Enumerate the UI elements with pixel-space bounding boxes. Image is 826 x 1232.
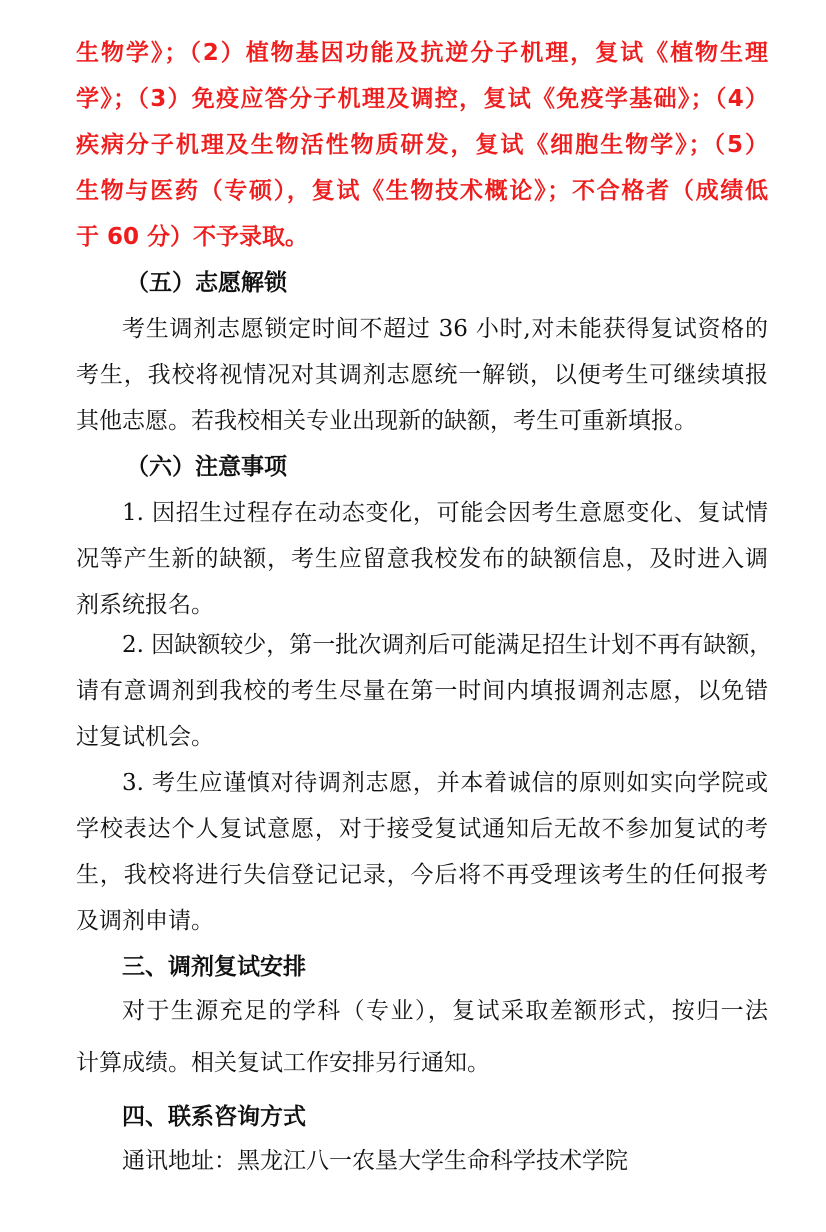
section-3-heading: 三、调剂复试安排 bbox=[122, 954, 306, 980]
red-paragraph-line-2: 学》；（3）免疫应答分子机理及调控，复试《免疫学基础》；（4） bbox=[76, 86, 768, 112]
red-paragraph-line-1: 生物学》；（2）植物基因功能及抗逆分子机理，复试《植物生理 bbox=[76, 40, 768, 66]
section-6-item-2-line-1: 2. 因缺额较少，第一批次调剂后可能满足招生计划不再有缺额， bbox=[122, 632, 773, 658]
section-6-item-3-line-4: 及调剂申请。 bbox=[76, 908, 214, 934]
section-6-item-3-line-3: 生，我校将进行失信登记记录，今后将不再受理该考生的任何报考 bbox=[76, 862, 768, 888]
section-6-item-1-line-1: 1. 因招生过程存在动态变化，可能会因考生意愿变化、复试情 bbox=[122, 500, 768, 526]
section-5-line-3: 其他志愿。若我校相关专业出现新的缺额，考生可重新填报。 bbox=[76, 408, 697, 434]
section-6-item-2-line-2: 请有意调剂到我校的考生尽量在第一时间内填报调剂志愿，以免错 bbox=[76, 678, 768, 704]
red-paragraph-line-3: 疾病分子机理及生物活性物质研发，复试《细胞生物学》；（5） bbox=[76, 132, 768, 158]
section-6-item-3-line-1: 3. 考生应谨慎对待调剂志愿，并本着诚信的原则如实向学院或 bbox=[122, 770, 768, 796]
red-paragraph-line-4: 生物与医药（专硕），复试《生物技术概论》；不合格者（成绩低 bbox=[76, 178, 768, 204]
section-5-line-1: 考生调剂志愿锁定时间不超过 36 小时,对未能获得复试资格的 bbox=[122, 316, 768, 342]
section-6-item-1-line-3: 剂系统报名。 bbox=[76, 592, 214, 618]
contact-address: 通讯地址：黑龙江八一农垦大学生命科学技术学院 bbox=[122, 1148, 628, 1174]
red-paragraph-line-5: 于 60 分）不予录取。 bbox=[76, 224, 309, 250]
section-6-item-2-line-3: 过复试机会。 bbox=[76, 724, 214, 750]
section-3-line-2: 计算成绩。相关复试工作安排另行通知。 bbox=[76, 1050, 490, 1076]
section-6-item-1-line-2: 况等产生新的缺额，考生应留意我校发布的缺额信息，及时进入调 bbox=[76, 546, 768, 572]
section-6-item-3-line-2: 学校表达个人复试意愿，对于接受复试通知后无故不参加复试的考 bbox=[76, 816, 768, 842]
section-5-heading: （五）志愿解锁 bbox=[126, 270, 287, 296]
section-6-heading: （六）注意事项 bbox=[126, 454, 287, 480]
section-3-line-1: 对于生源充足的学科（专业），复试采取差额形式，按归一法 bbox=[122, 998, 768, 1024]
section-4-heading: 四、联系咨询方式 bbox=[122, 1104, 306, 1130]
section-5-line-2: 考生，我校将视情况对其调剂志愿统一解锁，以便考生可继续填报 bbox=[76, 362, 768, 388]
